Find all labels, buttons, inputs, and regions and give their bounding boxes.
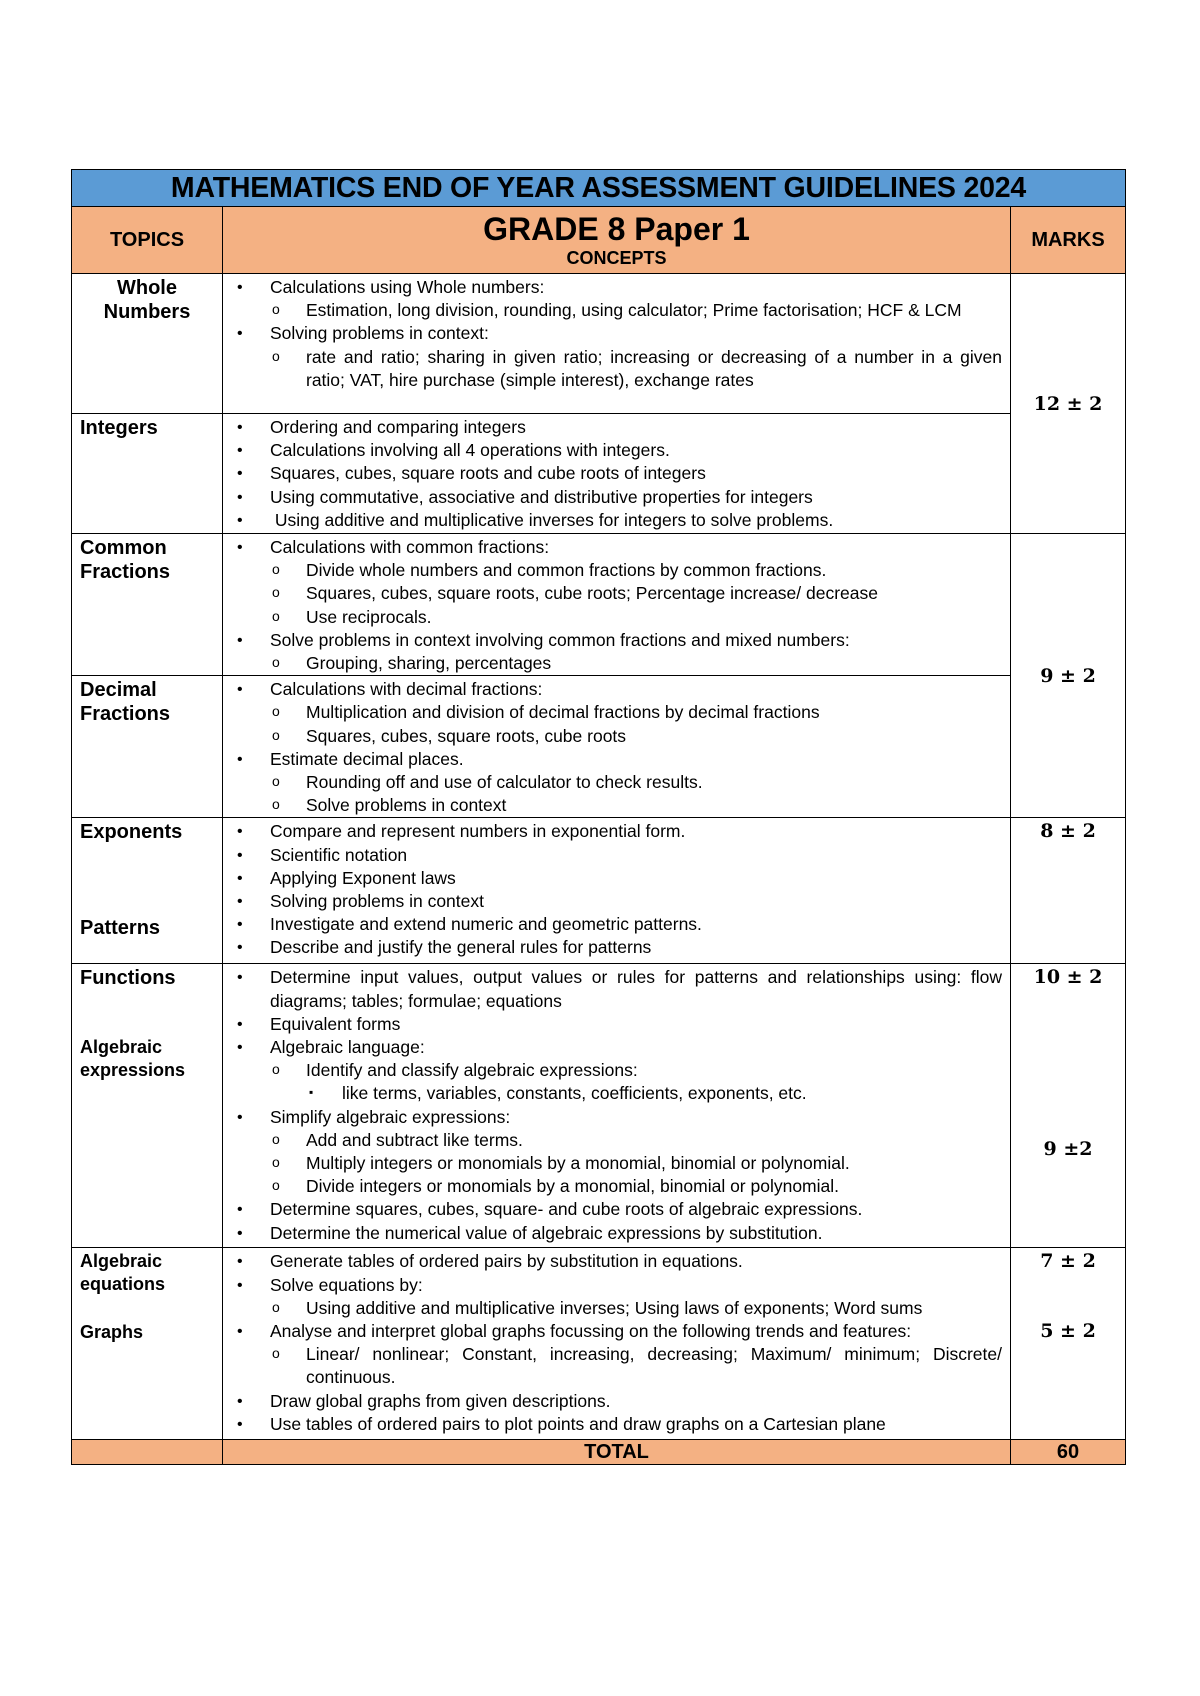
list-item: o Identify and classify algebraic expressions: [237, 1059, 1002, 1082]
topic-integers: Integers [72, 414, 223, 534]
title-row [72, 170, 1126, 207]
list-item: • Using commutative, associative and distributive properties for integers [237, 486, 1002, 509]
concepts-exponents-patterns [223, 818, 1011, 964]
concepts-header-cell [223, 207, 1011, 274]
list-item: • Solving problems in context: [237, 322, 1002, 345]
assessment-guidelines-table [71, 169, 1126, 1465]
row-exponents-patterns [72, 818, 1126, 964]
list-item: o Use reciprocals. [237, 606, 1002, 629]
topic-patterns: Patterns [80, 917, 161, 940]
list-item: • Draw global graphs from given descriptions. [237, 1390, 1002, 1413]
topic-common-fractions: Common Fractions [72, 534, 223, 676]
list-item: o Using additive and multiplicative inverses; Using laws of exponents; Word sums [237, 1297, 1002, 1320]
topic-decimal-fractions: Decimal Fractions [72, 676, 223, 818]
total-value: 60 [1011, 1440, 1126, 1465]
concepts-common-fractions [223, 534, 1011, 676]
list-item: • Describe and justify the general rules for patterns [237, 936, 1002, 959]
row-common-fractions [72, 534, 1126, 676]
marks-whole-integers: 12 ± 2 [1011, 274, 1126, 534]
list-item: • Ordering and comparing integers [237, 416, 1002, 439]
list-item: • Solve problems in context involving common fractions and mixed numbers: [237, 629, 1002, 652]
list-item: o rate and ratio; sharing in given ratio; increasing or decreasing of a number in a given ratio; VAT, hire purchase (simple interest), exchange rates [237, 346, 1002, 392]
list-item: o Solve problems in context [237, 794, 1002, 817]
list-item: o Estimation, long division, rounding, using calculator; Prime factorisation; HCF & LCM [237, 299, 1002, 322]
list-item: • Determine input values, output values or rules for patterns and relationships using: flow diagrams; tables; formulae; equations [237, 966, 1002, 1012]
list-item: • Solving problems in context [237, 890, 1002, 913]
list-item: • Algebraic language: [237, 1036, 1002, 1059]
marks-equations: 7 ± 2 [1040, 1250, 1096, 1273]
list-item: • Applying Exponent laws [237, 867, 1002, 890]
total-empty-cell [72, 1440, 223, 1465]
list-item: • Scientific notation [237, 844, 1002, 867]
topic-functions-algebraic [72, 964, 223, 1248]
list-item: • Calculations with decimal fractions: [237, 678, 1002, 701]
list-item: o Divide integers or monomials by a monomial, binomial or polynomial. [237, 1175, 1002, 1198]
list-item: o Add and subtract like terms. [237, 1129, 1002, 1152]
row-functions-algebraic-expressions [72, 964, 1126, 1248]
list-item: • Generate tables of ordered pairs by substitution in equations. [237, 1250, 1002, 1273]
topic-equations-graphs [72, 1248, 223, 1440]
list-item: • Analyse and interpret global graphs focussing on the following trends and features: [237, 1320, 1002, 1343]
concepts-functions-algebraic [223, 964, 1011, 1248]
list-item: • Calculations involving all 4 operations with integers. [237, 439, 1002, 462]
list-item: • Investigate and extend numeric and geometric patterns. [237, 913, 1002, 936]
row-whole-numbers [72, 274, 1126, 414]
header-row [72, 207, 1126, 274]
list-item: • Equivalent forms [237, 1013, 1002, 1036]
topic-exponents: Exponents [80, 821, 183, 844]
total-row [72, 1440, 1126, 1465]
list-item: o Divide whole numbers and common fractions by common fractions. [237, 559, 1002, 582]
row-integers [72, 414, 1126, 534]
row-equations-graphs [72, 1248, 1126, 1440]
marks-functions: 10 ± 2 [1033, 966, 1103, 989]
list-item: • Use tables of ordered pairs to plot points and draw graphs on a Cartesian plane [237, 1413, 1002, 1436]
list-item: • Calculations using Whole numbers: [237, 276, 1002, 299]
topic-exponents-patterns [72, 818, 223, 964]
list-item: o Multiply integers or monomials by a monomial, binomial or polynomial. [237, 1152, 1002, 1175]
marks-functions-algebraic-cell [1011, 964, 1126, 1248]
topics-header: TOPICS [72, 207, 223, 274]
list-item: ▪ like terms, variables, constants, coefficients, exponents, etc. [237, 1082, 1002, 1105]
list-item: o Squares, cubes, square roots, cube roots [237, 725, 1002, 748]
list-item: • Determine squares, cubes, square- and cube roots of algebraic expressions. [237, 1198, 1002, 1221]
list-item: • Solve equations by: [237, 1274, 1002, 1297]
document-title: MATHEMATICS END OF YEAR ASSESSMENT GUIDELINES 2024 [72, 170, 1126, 207]
list-item: o Rounding off and use of calculator to check results. [237, 771, 1002, 794]
marks-equations-graphs-cell [1011, 1248, 1126, 1440]
marks-fractions: 9 ± 2 [1011, 534, 1126, 818]
list-item: o Squares, cubes, square roots, cube roots; Percentage increase/ decrease [237, 582, 1002, 605]
concepts-whole-numbers [223, 274, 1011, 414]
topic-algebraic-equations: Algebraic equations [80, 1251, 166, 1295]
topic-functions: Functions [80, 967, 176, 990]
concepts-header: CONCEPTS [566, 248, 667, 268]
concepts-decimal-fractions [223, 676, 1011, 818]
list-item: • Determine the numerical value of algebraic expressions by substitution. [237, 1222, 1002, 1245]
concepts-equations-graphs [223, 1248, 1011, 1440]
marks-header: MARKS [1011, 207, 1126, 274]
total-label: TOTAL [223, 1440, 1011, 1465]
list-item: • Estimate decimal places. [237, 748, 1002, 771]
topic-algebraic-expressions: Algebraic expressions [80, 1037, 186, 1081]
list-item: • Compare and represent numbers in exponential form. [237, 820, 1002, 843]
topic-graphs: Graphs [80, 1322, 144, 1343]
list-item: • Using additive and multiplicative inverses for integers to solve problems. [237, 509, 1002, 532]
list-item: o Linear/ nonlinear; Constant, increasing, decreasing; Maximum/ minimum; Discrete/ continuous. [237, 1343, 1002, 1389]
list-item: o Multiplication and division of decimal fractions by decimal fractions [237, 701, 1002, 724]
list-item: • Squares, cubes, square roots and cube roots of integers [237, 462, 1002, 485]
list-item: • Simplify algebraic expressions: [237, 1106, 1002, 1129]
marks-exponents: 8 ± 2 [1011, 818, 1126, 964]
concepts-integers [223, 414, 1011, 534]
list-item: • Calculations with common fractions: [237, 536, 1002, 559]
list-item: o Grouping, sharing, percentages [237, 652, 1002, 675]
grade-paper-heading: GRADE 8 Paper 1 [483, 211, 750, 247]
row-decimal-fractions [72, 676, 1126, 818]
marks-graphs: 5 ± 2 [1040, 1320, 1096, 1343]
topic-whole-numbers: Whole Numbers [72, 274, 223, 414]
marks-algebraic-expressions: 9 ±2 [1043, 1138, 1093, 1161]
